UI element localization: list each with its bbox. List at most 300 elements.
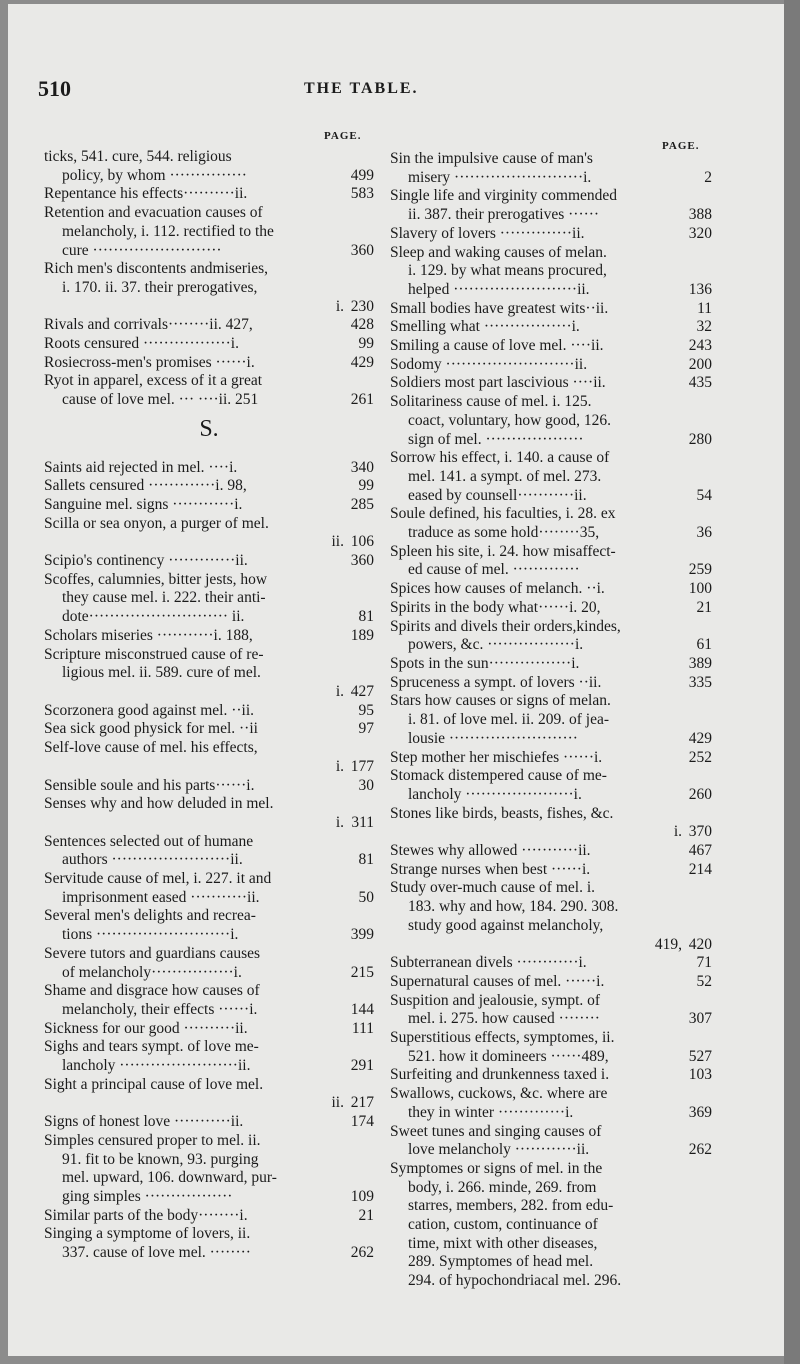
index-entry xyxy=(390,1141,712,1160)
page-ref: 111 xyxy=(351,1019,374,1037)
index-entry xyxy=(44,298,374,317)
page-ref: 243 xyxy=(688,337,712,355)
page-ref: 99 xyxy=(358,477,374,495)
index-entry xyxy=(390,1235,712,1254)
index-entry xyxy=(390,599,712,618)
entry-text: lancholy ·······················ii. xyxy=(62,1057,251,1075)
page-ref: 429 xyxy=(350,353,374,371)
page-ref: 428 xyxy=(350,316,374,334)
index-entry xyxy=(390,468,712,487)
index-entry xyxy=(390,1272,712,1291)
entry-text: Strange nurses when best ······i. xyxy=(390,860,591,878)
page-ref: 144 xyxy=(350,1000,374,1018)
entry-text: they cause mel. i. 222. their anti- xyxy=(62,589,266,607)
entry-text: Stones like birds, beasts, fishes, &c. xyxy=(390,804,614,822)
entry-text: Roots censured ·················i. xyxy=(44,335,239,353)
entry-text: Saints aid rejected in mel. ····i. xyxy=(44,458,238,476)
index-entry xyxy=(390,431,712,450)
index-entry xyxy=(44,391,374,410)
entry-text: Sentences selected out of humane xyxy=(44,832,254,850)
page-ref: 2 xyxy=(704,168,712,186)
page-ref: 340 xyxy=(350,458,374,476)
index-entry xyxy=(390,1253,712,1272)
index-entry xyxy=(390,300,712,319)
entry-text: melancholy, i. 112. rectified to the xyxy=(62,222,274,240)
entry-text: coact, voluntary, how good, 126. xyxy=(408,411,612,429)
page-ref: 429 xyxy=(688,729,712,747)
entry-text: tions ··························i. xyxy=(62,926,239,944)
index-entry xyxy=(390,262,712,281)
entry-text: Stars how causes or signs of melan. xyxy=(390,692,611,710)
index-entry xyxy=(44,316,374,335)
index-entry xyxy=(44,608,374,627)
entry-text: Smiling a cause of love mel. ····ii. xyxy=(390,337,604,355)
entry-text: Rich men's discontents andmiseries, xyxy=(44,260,269,278)
page-ref: 285 xyxy=(350,495,374,513)
index-entry xyxy=(44,1169,374,1188)
index-entry xyxy=(390,337,712,356)
index-entry xyxy=(44,279,374,298)
index-entry xyxy=(390,524,712,543)
page-ref: 388 xyxy=(688,206,712,224)
entry-text: Sodomy ·························ii. xyxy=(390,355,588,373)
index-entry xyxy=(44,477,374,496)
index-entry xyxy=(44,1001,374,1020)
entry-text: Sin the impulsive cause of man's xyxy=(390,150,593,167)
index-entry xyxy=(390,692,712,711)
index-entry xyxy=(44,571,374,590)
entry-text: mel. 141. a sympt. of mel. 273. xyxy=(408,467,602,485)
page-ref: 106 xyxy=(350,533,374,551)
entry-text: i. xyxy=(335,682,344,700)
index-entry xyxy=(44,552,374,571)
entry-text: ii. xyxy=(331,1094,344,1112)
entry-text: 289. Symptomes of head mel. xyxy=(408,1253,594,1271)
index-column-right xyxy=(390,150,712,1291)
index-entry xyxy=(390,767,712,786)
index-entry xyxy=(44,1057,374,1076)
entry-text: Spots in the sun················i. xyxy=(390,654,580,672)
entry-text: Suspition and jealousie, sympt. of xyxy=(390,991,601,1009)
index-entry xyxy=(44,1225,374,1244)
entry-text: mel. i. 275. how caused ········ xyxy=(408,1010,600,1028)
entry-text: 337. cause of love mel. ········ xyxy=(62,1244,251,1262)
index-entry xyxy=(390,786,712,805)
entry-text: melancholy, their effects ······i. xyxy=(62,1000,258,1018)
index-entry xyxy=(44,926,374,945)
page-ref: 30 xyxy=(358,776,374,794)
entry-text: Similar parts of the body········i. xyxy=(44,1206,248,1224)
page-ref: 360 xyxy=(350,241,374,259)
index-entry xyxy=(44,964,374,983)
page-ref: 370 xyxy=(688,823,712,841)
index-entry xyxy=(44,204,374,223)
index-entry xyxy=(390,636,712,655)
page-label-left: PAGE. xyxy=(324,130,362,142)
index-entry xyxy=(44,223,374,242)
entry-text: cation, custom, continuance of xyxy=(408,1216,598,1234)
entry-text: Sensible soule and his parts······i. xyxy=(44,776,255,794)
index-entry xyxy=(44,1151,374,1170)
entry-text: Self-love cause of mel. his effects, xyxy=(44,739,258,757)
entry-text: mel. upward, 106. downward, pur- xyxy=(62,1169,277,1187)
index-entry xyxy=(390,1179,712,1198)
running-title: THE TABLE. xyxy=(304,80,419,97)
page-ref: 399 xyxy=(350,926,374,944)
index-entry xyxy=(44,739,374,758)
entry-text: Soldiers most part lascivious ····ii. xyxy=(390,374,606,392)
entry-text: Scipio's continency ·············ii. xyxy=(44,552,248,570)
entry-text: Scoffes, calumnies, bitter jests, how xyxy=(44,570,268,588)
index-entry xyxy=(44,982,374,1001)
index-entry xyxy=(390,356,712,375)
entry-text: Stomack distempered cause of me- xyxy=(390,767,607,785)
entry-text: starres, members, 282. from edu- xyxy=(408,1197,614,1215)
page-ref: 97 xyxy=(358,720,374,738)
entry-text: ligious mel. ii. 589. cure of mel. xyxy=(62,664,261,682)
entry-text: Sight a principal cause of love mel. xyxy=(44,1075,264,1093)
index-entry xyxy=(390,505,712,524)
index-entry xyxy=(44,907,374,926)
index-entry xyxy=(44,1207,374,1226)
index-entry xyxy=(44,945,374,964)
index-entry xyxy=(390,169,712,188)
entry-text: Single life and virginity commended xyxy=(390,187,618,205)
entry-text: Sickness for our good ··········ii. xyxy=(44,1019,248,1037)
index-entry xyxy=(390,992,712,1011)
index-entry xyxy=(390,973,712,992)
entry-text: 91. fit to be known, 93. purging xyxy=(62,1150,259,1168)
entry-text: Sweet tunes and singing causes of xyxy=(390,1122,602,1140)
page-ref: 262 xyxy=(350,1244,374,1262)
entry-text: i. xyxy=(673,823,682,841)
entry-text: ii. 387. their prerogatives ······ xyxy=(408,206,600,224)
entry-text: Solitariness cause of mel. i. 125. xyxy=(390,393,592,411)
entry-text: Spices how causes of melanch. ··i. xyxy=(390,580,605,598)
entry-text: 294. of hypochondriacal mel. 296. xyxy=(408,1272,622,1290)
index-entry xyxy=(44,185,374,204)
index-entry xyxy=(390,823,712,842)
entry-text: ging simples ················· xyxy=(62,1187,233,1205)
entry-text: Swallows, cuckows, &c. where are xyxy=(390,1085,608,1103)
index-entry xyxy=(390,655,712,674)
page-ref: 189 xyxy=(350,626,374,644)
entry-text: Rivals and corrivals········ii. 427, xyxy=(44,316,253,334)
entry-text: Shame and disgrace how causes of xyxy=(44,982,260,1000)
index-column-left xyxy=(44,148,374,1263)
index-entry xyxy=(390,674,712,693)
entry-text: traduce as some hold········35, xyxy=(408,524,600,542)
entry-text: of melancholy················i. xyxy=(62,963,242,981)
entry-text: Study over-much cause of mel. i. xyxy=(390,879,596,897)
entry-text: Simples censured proper to mel. ii. xyxy=(44,1131,261,1149)
entry-text: Singing a symptome of lovers, ii. xyxy=(44,1225,251,1243)
page-edge xyxy=(784,0,800,1364)
index-entry xyxy=(390,1104,712,1123)
entry-text: study good against melancholy, xyxy=(408,916,604,934)
page-ref: 583 xyxy=(350,185,374,203)
index-entry xyxy=(44,870,374,889)
entry-text: policy, by whom ··············· xyxy=(62,166,247,184)
index-entry xyxy=(44,1132,374,1151)
entry-text: Surfeiting and drunkenness taxed i. xyxy=(390,1066,610,1084)
entry-text: i. xyxy=(335,297,344,315)
index-entry xyxy=(390,150,712,169)
index-entry xyxy=(390,225,712,244)
entry-text: i. xyxy=(335,757,344,775)
page-ref: 174 xyxy=(350,1113,374,1131)
index-entry xyxy=(390,954,712,973)
page-ref: 109 xyxy=(350,1187,374,1205)
page-ref: 71 xyxy=(696,954,712,972)
index-entry xyxy=(44,496,374,515)
index-entry xyxy=(390,206,712,225)
index-entry xyxy=(390,879,712,898)
entry-text: i. 129. by what means procured, xyxy=(408,262,607,280)
index-entry xyxy=(44,148,374,167)
index-entry xyxy=(390,393,712,412)
index-entry xyxy=(44,627,374,646)
entry-text: Sorrow his effect, i. 140. a cause of xyxy=(390,449,610,467)
index-entry xyxy=(390,1010,712,1029)
entry-text: sign of mel. ··················· xyxy=(408,430,584,448)
page-ref: 307 xyxy=(688,1010,712,1028)
page-ref: 420 xyxy=(688,935,712,953)
index-entry xyxy=(390,805,712,824)
entry-text: authors ·······················ii. xyxy=(62,851,243,869)
index-entry xyxy=(44,1020,374,1039)
index-entry xyxy=(44,242,374,261)
entry-text: lancholy ·····················i. xyxy=(408,785,582,803)
entry-text: Sea sick good physick for mel. ··ii xyxy=(44,720,258,738)
page-ref: 36 xyxy=(696,524,712,542)
page-ref: 54 xyxy=(696,486,712,504)
index-entry xyxy=(390,1085,712,1104)
entry-text: Step mother her mischiefes ······i. xyxy=(390,748,603,766)
index-entry xyxy=(44,1038,374,1057)
page-ref: 262 xyxy=(688,1141,712,1159)
index-entry xyxy=(390,412,712,431)
index-entry xyxy=(390,1029,712,1048)
entry-text: Signs of honest love ···········ii. xyxy=(44,1113,244,1131)
entry-text: powers, &c. ·················i. xyxy=(408,636,584,654)
index-entry xyxy=(390,1197,712,1216)
page-ref: 499 xyxy=(350,166,374,184)
index-entry xyxy=(44,1076,374,1095)
entry-text: Soule defined, his faculties, i. 28. ex xyxy=(390,505,616,523)
entry-text: Small bodies have greatest wits··ii. xyxy=(390,299,609,317)
index-entry xyxy=(44,795,374,814)
page-ref: 103 xyxy=(688,1066,712,1084)
entry-text: Sleep and waking causes of melan. xyxy=(390,243,607,261)
index-entry xyxy=(390,749,712,768)
page-ref: 95 xyxy=(358,701,374,719)
page-ref: 260 xyxy=(688,785,712,803)
page-ref: 215 xyxy=(350,963,374,981)
index-entry xyxy=(390,618,712,637)
index-entry xyxy=(390,187,712,206)
page-ref: 81 xyxy=(358,608,374,626)
page-ref: 217 xyxy=(350,1094,374,1112)
index-entry xyxy=(390,730,712,749)
entry-text: 521. how it domineers ······489, xyxy=(408,1047,609,1065)
index-entry xyxy=(44,459,374,478)
page-label-right: PAGE. xyxy=(662,140,700,152)
index-entry xyxy=(44,664,374,683)
index-entry xyxy=(44,720,374,739)
index-entry xyxy=(390,543,712,562)
index-entry xyxy=(390,842,712,861)
entry-text: dote··························· ii. xyxy=(62,608,245,626)
entry-text: 183. why and how, 184. 290. 308. xyxy=(408,898,619,916)
page-ref: 32 xyxy=(696,318,712,336)
entry-text: Superstitious effects, symptomes, ii. xyxy=(390,1029,615,1047)
entry-text: Rosiecross-men's promises ······i. xyxy=(44,353,255,371)
index-entry xyxy=(390,711,712,730)
page-ref: 360 xyxy=(350,552,374,570)
page-ref: 291 xyxy=(350,1057,374,1075)
index-entry xyxy=(44,354,374,373)
index-entry xyxy=(44,335,374,354)
book-page xyxy=(8,4,784,1356)
index-entry xyxy=(390,1160,712,1179)
index-entry xyxy=(44,683,374,702)
entry-text: Spleen his site, i. 24. how misaffect- xyxy=(390,542,616,560)
entry-text: ii. xyxy=(331,533,344,551)
entry-text: they in winter ·············i. xyxy=(408,1103,574,1121)
page-ref: 427 xyxy=(350,682,374,700)
index-entry xyxy=(390,1066,712,1085)
page-ref: 21 xyxy=(358,1206,374,1224)
page-ref: 280 xyxy=(688,430,712,448)
page-ref: 61 xyxy=(696,636,712,654)
entry-text: body, i. 266. minde, 269. from xyxy=(408,1178,597,1196)
page-ref: 200 xyxy=(688,355,712,373)
entry-text: helped ························ii. xyxy=(408,280,590,298)
entry-text: Smelling what ·················i. xyxy=(390,318,580,336)
index-entry xyxy=(390,898,712,917)
page-ref: 527 xyxy=(688,1047,712,1065)
entry-text: misery ·························i. xyxy=(408,168,592,186)
entry-text: 419, xyxy=(654,935,682,953)
entry-text: i. 170. ii. 37. their prerogatives, xyxy=(62,278,258,296)
page-ref: 81 xyxy=(358,851,374,869)
entry-text: Sallets censured ·············i. 98, xyxy=(44,477,247,495)
page-ref: 369 xyxy=(688,1103,712,1121)
entry-text: time, mixt with other diseases, xyxy=(408,1234,598,1252)
page-ref: 136 xyxy=(688,280,712,298)
index-entry xyxy=(390,561,712,580)
entry-text: Ryot in apparel, excess of it a great xyxy=(44,372,263,390)
entry-text: Several men's delights and recrea- xyxy=(44,907,256,925)
page-ref: 52 xyxy=(696,972,712,990)
index-entry xyxy=(390,487,712,506)
index-entry xyxy=(390,318,712,337)
entry-text: Spirits in the body what······i. 20, xyxy=(390,598,601,616)
entry-text: Subterranean divels ············i. xyxy=(390,954,587,972)
index-entry xyxy=(44,889,374,908)
page-ref: 230 xyxy=(350,297,374,315)
index-entry xyxy=(44,1244,374,1263)
index-entry xyxy=(390,449,712,468)
page-ref: 99 xyxy=(358,335,374,353)
page-ref: 259 xyxy=(688,561,712,579)
index-entry xyxy=(390,1048,712,1067)
index-entry xyxy=(44,372,374,391)
entry-text: Spruceness a sympt. of lovers ··ii. xyxy=(390,673,602,691)
entry-text: Symptomes or signs of mel. in the xyxy=(390,1159,603,1177)
entry-text: Repentance his effects··········ii. xyxy=(44,185,248,203)
entry-text: Senses why and how deluded in mel. xyxy=(44,795,274,813)
entry-text: Sighs and tears sympt. of love me- xyxy=(44,1038,259,1056)
index-entry xyxy=(44,758,374,777)
entry-text: Scholars miseries ···········i. 188, xyxy=(44,626,253,644)
page-ref: 389 xyxy=(688,654,712,672)
index-entry xyxy=(44,589,374,608)
index-entry xyxy=(44,1113,374,1132)
index-entry xyxy=(390,580,712,599)
index-entry xyxy=(44,533,374,552)
index-entry xyxy=(390,861,712,880)
entry-text: Severe tutors and guardians causes xyxy=(44,944,261,962)
page-ref: 320 xyxy=(688,224,712,242)
entry-text: cause of love mel. ··· ····ii. 251 xyxy=(62,391,259,409)
page-ref: 21 xyxy=(696,598,712,616)
page-ref: 311 xyxy=(351,813,374,831)
entry-text: ed cause of mel. ············· xyxy=(408,561,580,579)
page-ref: 252 xyxy=(688,748,712,766)
entry-text: ticks, 541. cure, 544. religious xyxy=(44,148,232,165)
page-number: 510 xyxy=(38,76,71,101)
index-entry xyxy=(44,1188,374,1207)
index-entry xyxy=(44,833,374,852)
entry-text: i. 81. of love mel. ii. 209. of jea- xyxy=(408,711,610,729)
entry-text: Scilla or sea onyon, a purger of mel. xyxy=(44,514,269,532)
entry-text: eased by counsell···········ii. xyxy=(408,486,587,504)
index-entry xyxy=(390,936,712,955)
index-entry xyxy=(44,814,374,833)
entry-text: Stewes why allowed ···········ii. xyxy=(390,842,591,860)
index-entry xyxy=(44,260,374,279)
index-entry xyxy=(44,167,374,186)
page-ref: 467 xyxy=(688,842,712,860)
entry-text: love melancholy ············ii. xyxy=(408,1141,590,1159)
entry-text: imprisonment eased ···········ii. xyxy=(62,888,260,906)
page-ref: 335 xyxy=(688,673,712,691)
page-ref: 214 xyxy=(688,860,712,878)
page-ref: 50 xyxy=(358,888,374,906)
index-entry xyxy=(44,1094,374,1113)
entry-text: Scripture misconstrued cause of re- xyxy=(44,645,264,663)
index-entry xyxy=(390,374,712,393)
entry-text: Servitude cause of mel, i. 227. it and xyxy=(44,870,272,888)
entry-text: Retention and evacuation causes of xyxy=(44,204,263,222)
entry-text: Sanguine mel. signs ············i. xyxy=(44,495,243,513)
page-ref: 261 xyxy=(350,391,374,409)
entry-text: Scorzonera good against mel. ··ii. xyxy=(44,701,255,719)
index-entry xyxy=(390,244,712,263)
entry-text: Slavery of lovers ··············ii. xyxy=(390,224,585,242)
entry-text: i. xyxy=(335,813,344,831)
index-entry xyxy=(44,777,374,796)
page-ref: 11 xyxy=(697,299,712,317)
index-entry xyxy=(390,1216,712,1235)
page-ref: 435 xyxy=(688,374,712,392)
index-entry xyxy=(390,281,712,300)
index-entry xyxy=(44,515,374,534)
entry-text: Spirits and divels their orders,kindes, xyxy=(390,617,621,635)
page-ref: 177 xyxy=(350,757,374,775)
